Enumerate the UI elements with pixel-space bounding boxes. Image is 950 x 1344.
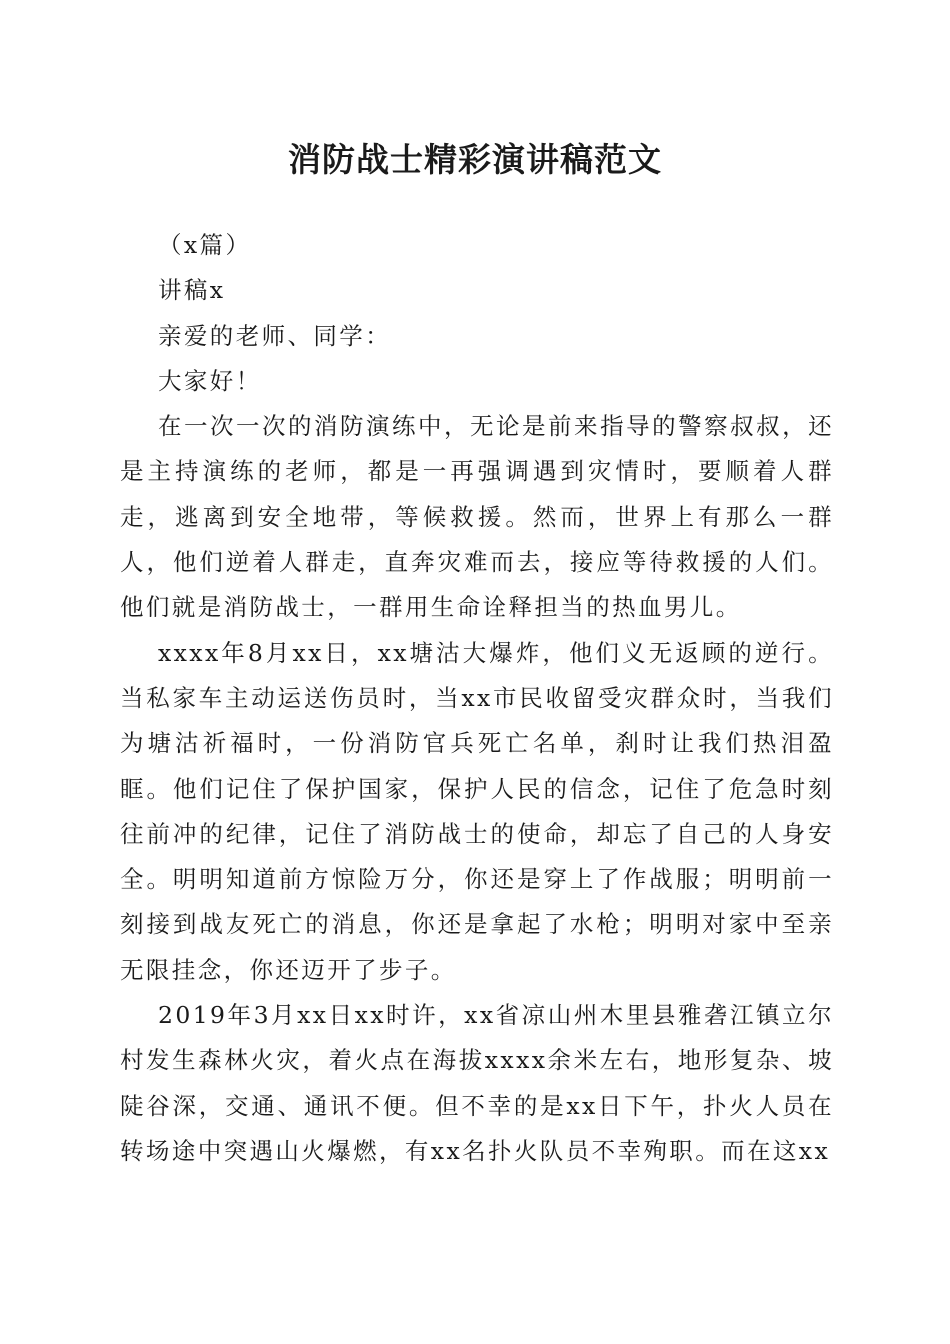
document-body — [120, 223, 834, 1174]
paragraph-body-2: xxxx年8月xx日，xx塘沽大爆炸，他们义无返顾的逆行。当私家车主动运送伤员时，当xx市民收留受灾群众时，当我们为塘沽祈福时，一份消防官兵死亡名单，刹时让我们热泪盈眶。他们记住了保护国家，保护人民的信念，记住了危急时刻往前冲的纪律，记住了消防战士的使命，却忘了自己的人身安全。明明知道前方惊险万分，你还是穿上了作战服；明明前一刻接到战友死亡的消息，你还是拿起了水枪；明明对家中至亲无限挂念，你还迈开了步子。 — [120, 638, 834, 984]
paragraph-speech-label: 讲稿x — [158, 276, 226, 305]
paragraph-greeting: 大家好！ — [158, 366, 262, 395]
paragraph-salutation: 亲爱的老师、同学： — [158, 321, 392, 350]
document-title: 消防战士精彩演讲稿范文 — [288, 140, 662, 179]
paragraph-chapter-count: （x篇） — [158, 231, 252, 259]
paragraph-body-1: 在一次一次的消防演练中，无论是前来指导的警察叔叔，还是主持演练的老师，都是一再强调遇到灾情时，要顺着人群走，逃离到安全地带，等候救援。然而，世界上有那么一群人，他们逆着人群走，直奔灾难而去，接应等待救援的人们。他们就是消防战士，一群用生命诠释担当的热血男儿。 — [120, 412, 834, 622]
paragraph-body-3: 2019年3月xx日xx时许，xx省凉山州木里县雅砻江镇立尔村发生森林火灾，着火点在海拔xxxx余米左右，地形复杂、坡陡谷深，交通、通讯不便。但不幸的是xx日下午，扑火人员在转场途中突遇山火爆燃，有xx名扑火队员不幸殉职。而在这xx — [120, 1001, 834, 1165]
